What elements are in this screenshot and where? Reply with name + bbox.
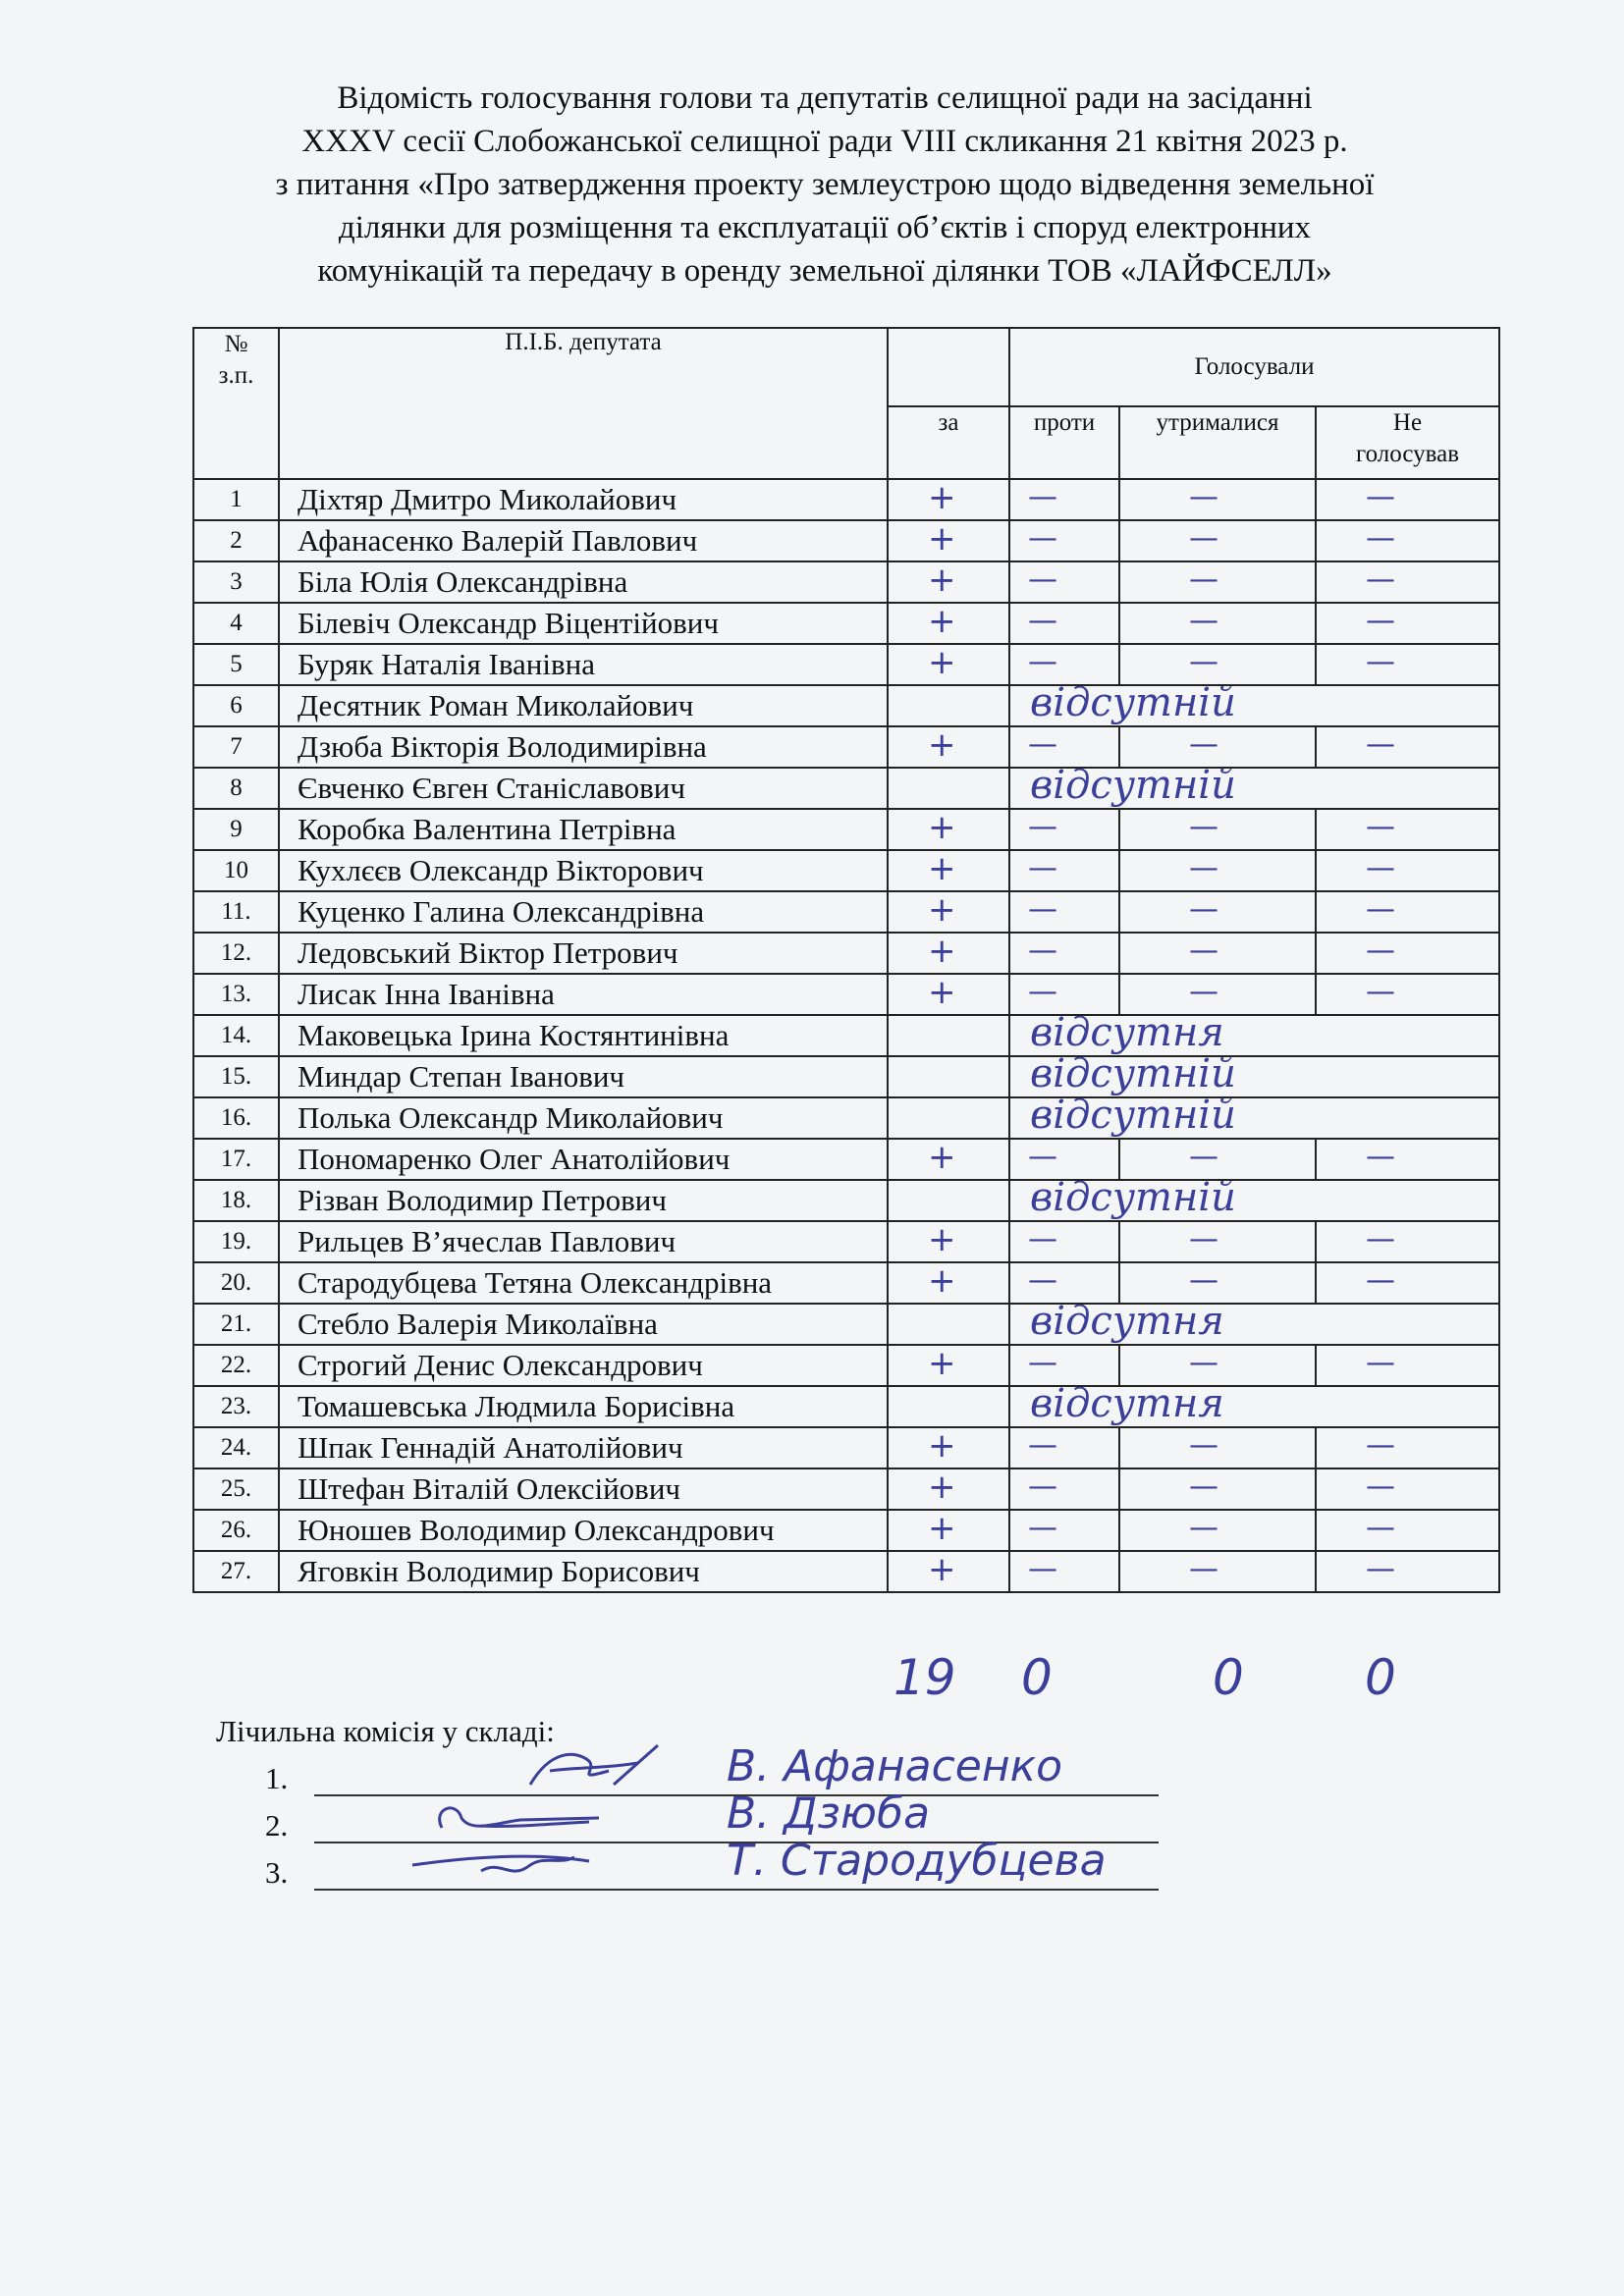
table-row (193, 1139, 1499, 1180)
table-body (193, 479, 1499, 1592)
table-row (193, 1304, 1499, 1345)
dash-mark: — (1189, 1222, 1216, 1256)
deputy-name: Дзюба Вікторія Володимирівна (279, 726, 888, 768)
vote-for-cell (888, 768, 1009, 809)
deputy-name: Маковецька Ірина Костянтинівна (279, 1015, 888, 1056)
deputy-name: Полька Олександр Миколайович (279, 1097, 888, 1139)
vote-for-cell (888, 1304, 1009, 1345)
commission-label: Лічильна комісія у складі: (216, 1714, 555, 1748)
row-number: 19. (193, 1221, 279, 1262)
vote-for-cell (888, 1551, 1009, 1592)
vote-against-cell (1009, 1510, 1119, 1551)
total-not-voted: 0 (1365, 1649, 1396, 1706)
dash-mark: — (1189, 562, 1216, 597)
vote-for-cell (888, 561, 1009, 603)
vote-not-voted-cell (1316, 1262, 1499, 1304)
dash-mark: — (1366, 1263, 1392, 1298)
row-number: 16. (193, 1097, 279, 1139)
table-row (193, 1427, 1499, 1468)
dash-mark: — (1028, 892, 1055, 927)
title-line: ділянки для розміщення та експлуатації об’єктів і споруд електронних (338, 210, 1312, 245)
table-row (193, 726, 1499, 768)
header-not-voted-label: Не голосував (1355, 409, 1460, 467)
plus-mark: + (928, 479, 956, 517)
vote-not-voted-cell (1316, 726, 1499, 768)
plus-mark: + (928, 644, 956, 682)
signature-name: Т. Стародубцева (727, 1836, 1107, 1886)
deputy-name: Різван Володимир Петрович (279, 1180, 888, 1221)
row-number: 9 (193, 809, 279, 850)
deputy-name: Томашевська Людмила Борисівна (279, 1386, 888, 1427)
absent-cell (1009, 1180, 1499, 1221)
vote-abstained-cell (1119, 726, 1316, 768)
deputy-name: Рильцев В’ячеслав Павлович (279, 1221, 888, 1262)
dash-mark: — (1366, 1140, 1392, 1174)
vote-against-cell (1009, 1139, 1119, 1180)
vote-not-voted-cell (1316, 561, 1499, 603)
table-row (193, 1015, 1499, 1056)
vote-not-voted-cell (1316, 520, 1499, 561)
vote-for-cell (888, 520, 1009, 561)
vote-against-cell (1009, 891, 1119, 933)
total-against: 0 (1021, 1649, 1053, 1706)
plus-mark: + (928, 1139, 956, 1177)
vote-not-voted-cell (1316, 479, 1499, 520)
vote-for-cell (888, 891, 1009, 933)
plus-mark: + (928, 561, 956, 600)
dash-mark: — (1028, 521, 1055, 556)
vote-abstained-cell (1119, 1510, 1316, 1551)
dash-mark: — (1366, 1222, 1392, 1256)
vote-abstained-cell (1119, 1345, 1316, 1386)
dash-mark: — (1366, 1552, 1392, 1586)
dash-mark: — (1189, 1140, 1216, 1174)
vote-for-cell (888, 1056, 1009, 1097)
dash-mark: — (1366, 1428, 1392, 1463)
header-voted-label: Голосували (1194, 353, 1315, 380)
vote-for-cell (888, 479, 1009, 520)
dash-mark: — (1028, 645, 1055, 679)
dash-mark: — (1189, 1552, 1216, 1586)
title-line: Відомість голосування голови та депутатів селищної ради на засіданні (337, 80, 1313, 116)
vote-for-cell (888, 1345, 1009, 1386)
dash-mark: — (1366, 727, 1392, 762)
dash-mark: — (1366, 604, 1392, 638)
header-number-label: № з.п. (218, 331, 254, 389)
deputy-name: Строгий Денис Олександрович (279, 1345, 888, 1386)
vote-against-cell (1009, 726, 1119, 768)
vote-abstained-cell (1119, 644, 1316, 685)
row-number: 10 (193, 850, 279, 891)
absent-note: відсутня (1030, 1304, 1224, 1344)
table-row (193, 1180, 1499, 1221)
dash-mark: — (1028, 727, 1055, 762)
vote-for-cell (888, 726, 1009, 768)
plus-mark: + (928, 850, 956, 888)
header-name (279, 328, 888, 479)
dash-mark: — (1189, 604, 1216, 638)
table-row (193, 850, 1499, 891)
vote-not-voted-cell (1316, 933, 1499, 974)
vote-not-voted-cell (1316, 891, 1499, 933)
vote-against-cell (1009, 479, 1119, 520)
document-title (187, 77, 1463, 293)
absent-cell (1009, 685, 1499, 726)
dash-mark: — (1028, 1469, 1055, 1504)
vote-abstained-cell (1119, 561, 1316, 603)
dash-mark: — (1189, 521, 1216, 556)
vote-abstained-cell (1119, 1221, 1316, 1262)
vote-for-cell (888, 850, 1009, 891)
row-number: 12. (193, 933, 279, 974)
row-number: 5 (193, 644, 279, 685)
row-number: 18. (193, 1180, 279, 1221)
deputy-name: Ледовський Віктор Петрович (279, 933, 888, 974)
vote-for-cell (888, 685, 1009, 726)
vote-not-voted-cell (1316, 1139, 1499, 1180)
deputy-name: Лисак Інна Іванівна (279, 974, 888, 1015)
dash-mark: — (1028, 975, 1055, 1009)
table-row (193, 644, 1499, 685)
table-row (193, 603, 1499, 644)
plus-mark: + (928, 603, 956, 641)
dash-mark: — (1189, 480, 1216, 514)
row-number: 8 (193, 768, 279, 809)
dash-mark: — (1028, 1140, 1055, 1174)
total-for: 19 (893, 1649, 956, 1706)
table-row (193, 685, 1499, 726)
header-abstained-label: утрималися (1156, 409, 1279, 436)
deputy-name: Стебло Валерія Миколаївна (279, 1304, 888, 1345)
dash-mark: — (1366, 1511, 1392, 1545)
plus-mark: + (928, 520, 956, 559)
dash-mark: — (1028, 851, 1055, 885)
plus-mark: + (928, 1262, 956, 1301)
dash-mark: — (1189, 892, 1216, 927)
deputy-name: Діхтяр Дмитро Миколайович (279, 479, 888, 520)
table-row (193, 479, 1499, 520)
plus-mark: + (928, 1427, 956, 1466)
row-number: 22. (193, 1345, 279, 1386)
table-row (193, 891, 1499, 933)
table-row (193, 1262, 1499, 1304)
deputy-name: Стародубцева Тетяна Олександрівна (279, 1262, 888, 1304)
absent-cell (1009, 1304, 1499, 1345)
absent-note: відсутній (1030, 685, 1236, 725)
table-row (193, 1468, 1499, 1510)
plus-mark: + (928, 1551, 956, 1589)
vote-for-cell (888, 603, 1009, 644)
table-row (193, 1510, 1499, 1551)
deputy-name: Євченко Євген Станіславович (279, 768, 888, 809)
vote-abstained-cell (1119, 1427, 1316, 1468)
plus-mark: + (928, 1468, 956, 1507)
absent-note: відсутній (1030, 1097, 1236, 1138)
vote-not-voted-cell (1316, 1345, 1499, 1386)
dash-mark: — (1366, 562, 1392, 597)
row-number: 17. (193, 1139, 279, 1180)
deputy-name: Буряк Наталія Іванівна (279, 644, 888, 685)
vote-for-cell (888, 644, 1009, 685)
vote-not-voted-cell (1316, 1468, 1499, 1510)
vote-for-cell (888, 1468, 1009, 1510)
dash-mark: — (1189, 810, 1216, 844)
vote-against-cell (1009, 1262, 1119, 1304)
table-row (193, 1221, 1499, 1262)
dash-mark: — (1189, 1511, 1216, 1545)
plus-mark: + (928, 974, 956, 1012)
dash-mark: — (1189, 645, 1216, 679)
header-against (1009, 406, 1119, 479)
row-number: 11. (193, 891, 279, 933)
vote-for-cell (888, 974, 1009, 1015)
member-number: 2. (265, 1808, 289, 1842)
dash-mark: — (1028, 1222, 1055, 1256)
table-row (193, 809, 1499, 850)
deputy-name: Афанасенко Валерій Павлович (279, 520, 888, 561)
dash-mark: — (1028, 934, 1055, 968)
member-number: 1. (265, 1761, 289, 1795)
vote-against-cell (1009, 850, 1119, 891)
dash-mark: — (1189, 934, 1216, 968)
dash-mark: — (1189, 1263, 1216, 1298)
total-abstained: 0 (1213, 1649, 1244, 1706)
plus-mark: + (928, 1221, 956, 1259)
title-line: комунікацій та передачу в оренду земельної ділянки ТОВ «ЛАЙФСЕЛЛ» (317, 253, 1332, 289)
deputy-name: Юношев Володимир Олександрович (279, 1510, 888, 1551)
header-voted (1009, 328, 1499, 406)
row-number: 3 (193, 561, 279, 603)
commission-member (216, 1836, 1159, 1896)
deputy-name: Яговкін Володимир Борисович (279, 1551, 888, 1592)
absent-cell (1009, 1097, 1499, 1139)
dash-mark: — (1028, 1346, 1055, 1380)
vote-not-voted-cell (1316, 974, 1499, 1015)
row-number: 26. (193, 1510, 279, 1551)
dash-mark: — (1189, 1428, 1216, 1463)
plus-mark: + (928, 1345, 956, 1383)
vote-against-cell (1009, 520, 1119, 561)
vote-against-cell (1009, 561, 1119, 603)
vote-against-cell (1009, 933, 1119, 974)
vote-abstained-cell (1119, 479, 1316, 520)
row-number: 2 (193, 520, 279, 561)
row-number: 15. (193, 1056, 279, 1097)
absent-cell (1009, 768, 1499, 809)
vote-abstained-cell (1119, 1468, 1316, 1510)
vote-against-cell (1009, 644, 1119, 685)
dash-mark: — (1028, 810, 1055, 844)
dash-mark: — (1189, 1469, 1216, 1504)
vote-for-cell (888, 1262, 1009, 1304)
absent-note: відсутня (1030, 1386, 1224, 1426)
vote-not-voted-cell (1316, 1551, 1499, 1592)
vote-abstained-cell (1119, 850, 1316, 891)
vote-against-cell (1009, 603, 1119, 644)
deputy-name: Куценко Галина Олександрівна (279, 891, 888, 933)
plus-mark: + (928, 809, 956, 847)
dash-mark: — (1189, 851, 1216, 885)
row-number: 27. (193, 1551, 279, 1592)
signature-name: В. Дзюба (727, 1789, 931, 1839)
dash-mark: — (1366, 480, 1392, 514)
row-number: 1 (193, 479, 279, 520)
vote-abstained-cell (1119, 520, 1316, 561)
table-row (193, 561, 1499, 603)
vote-abstained-cell (1119, 1262, 1316, 1304)
deputy-name: Біла Юлія Олександрівна (279, 561, 888, 603)
table-row (193, 520, 1499, 561)
plus-mark: + (928, 1510, 956, 1548)
dash-mark: — (1028, 562, 1055, 597)
vote-against-cell (1009, 1551, 1119, 1592)
dash-mark: — (1366, 645, 1392, 679)
absent-cell (1009, 1056, 1499, 1097)
vote-abstained-cell (1119, 1139, 1316, 1180)
header-against-label: проти (1033, 409, 1096, 436)
row-number: 23. (193, 1386, 279, 1427)
plus-mark: + (928, 933, 956, 971)
vote-not-voted-cell (1316, 1221, 1499, 1262)
table-row (193, 933, 1499, 974)
vote-abstained-cell (1119, 974, 1316, 1015)
vote-against-cell (1009, 1427, 1119, 1468)
table-row (193, 1345, 1499, 1386)
deputy-name: Десятник Роман Миколайович (279, 685, 888, 726)
row-number: 13. (193, 974, 279, 1015)
header-number (193, 328, 279, 479)
vote-against-cell (1009, 809, 1119, 850)
dash-mark: — (1028, 1511, 1055, 1545)
header-for (888, 406, 1009, 479)
vote-abstained-cell (1119, 1551, 1316, 1592)
plus-mark: + (928, 726, 956, 765)
row-number: 24. (193, 1427, 279, 1468)
dash-mark: — (1028, 1263, 1055, 1298)
header-name-label: П.І.Б. депутата (505, 329, 662, 355)
row-number: 6 (193, 685, 279, 726)
deputy-name: Коробка Валентина Петрівна (279, 809, 888, 850)
title-line: XXXV сесії Слобожанської селищної ради VIII скликання 21 квітня 2023 р. (301, 124, 1348, 159)
title-line: з питання «Про затвердження проекту землеустрою щодо відведення земельної (275, 167, 1375, 202)
absent-cell (1009, 1015, 1499, 1056)
vote-for-cell (888, 1015, 1009, 1056)
vote-not-voted-cell (1316, 809, 1499, 850)
dash-mark: — (1366, 851, 1392, 885)
dash-mark: — (1366, 934, 1392, 968)
dash-mark: — (1028, 1552, 1055, 1586)
row-number: 25. (193, 1468, 279, 1510)
deputy-name: Пономаренко Олег Анатолійович (279, 1139, 888, 1180)
vote-for-cell (888, 1386, 1009, 1427)
dash-mark: — (1366, 521, 1392, 556)
table-row (193, 768, 1499, 809)
dash-mark: — (1366, 975, 1392, 1009)
member-number: 3. (265, 1855, 289, 1890)
vote-abstained-cell (1119, 933, 1316, 974)
dash-mark: — (1366, 810, 1392, 844)
header-abstained (1119, 406, 1316, 479)
vote-not-voted-cell (1316, 1427, 1499, 1468)
table-row (193, 974, 1499, 1015)
vote-against-cell (1009, 1345, 1119, 1386)
dash-mark: — (1028, 1428, 1055, 1463)
vote-abstained-cell (1119, 891, 1316, 933)
deputy-name: Штефан Віталій Олексійович (279, 1468, 888, 1510)
header-for-label: за (938, 409, 959, 436)
vote-abstained-cell (1119, 603, 1316, 644)
vote-not-voted-cell (1316, 603, 1499, 644)
vote-for-cell (888, 1180, 1009, 1221)
row-number: 21. (193, 1304, 279, 1345)
vote-not-voted-cell (1316, 1510, 1499, 1551)
dash-mark: — (1189, 727, 1216, 762)
counting-commission (216, 1708, 1159, 1896)
vote-for-cell (888, 1427, 1009, 1468)
vote-abstained-cell (1119, 809, 1316, 850)
table-row (193, 1386, 1499, 1427)
voting-table (192, 327, 1500, 1593)
row-number: 14. (193, 1015, 279, 1056)
absent-note: відсутня (1030, 1015, 1224, 1055)
row-number: 20. (193, 1262, 279, 1304)
deputy-name: Кухлєєв Олександр Вікторович (279, 850, 888, 891)
dash-mark: — (1366, 1469, 1392, 1504)
row-number: 7 (193, 726, 279, 768)
table-row (193, 1097, 1499, 1139)
vote-against-cell (1009, 974, 1119, 1015)
dash-mark: — (1028, 604, 1055, 638)
header-empty (888, 328, 1009, 406)
absent-note: відсутній (1030, 768, 1236, 808)
absent-cell (1009, 1386, 1499, 1427)
plus-mark: + (928, 891, 956, 930)
dash-mark: — (1189, 975, 1216, 1009)
vote-for-cell (888, 809, 1009, 850)
deputy-name: Шпак Геннадій Анатолійович (279, 1427, 888, 1468)
vote-not-voted-cell (1316, 850, 1499, 891)
vote-for-cell (888, 933, 1009, 974)
vote-not-voted-cell (1316, 644, 1499, 685)
dash-mark: — (1366, 892, 1392, 927)
vote-for-cell (888, 1221, 1009, 1262)
dash-mark: — (1366, 1346, 1392, 1380)
deputy-name: Білевіч Олександр Віцентійович (279, 603, 888, 644)
deputy-name: Миндар Степан Іванович (279, 1056, 888, 1097)
signature-name: В. Афанасенко (727, 1741, 1063, 1791)
table-row (193, 1056, 1499, 1097)
absent-note: відсутній (1030, 1056, 1236, 1096)
vote-against-cell (1009, 1468, 1119, 1510)
vote-for-cell (888, 1510, 1009, 1551)
table-row (193, 1551, 1499, 1592)
row-number: 4 (193, 603, 279, 644)
dash-mark: — (1028, 480, 1055, 514)
vote-for-cell (888, 1097, 1009, 1139)
signature-icon (363, 1836, 717, 1891)
absent-note: відсутній (1030, 1180, 1236, 1220)
dash-mark: — (1189, 1346, 1216, 1380)
header-not-voted (1316, 406, 1499, 479)
vote-against-cell (1009, 1221, 1119, 1262)
vote-for-cell (888, 1139, 1009, 1180)
